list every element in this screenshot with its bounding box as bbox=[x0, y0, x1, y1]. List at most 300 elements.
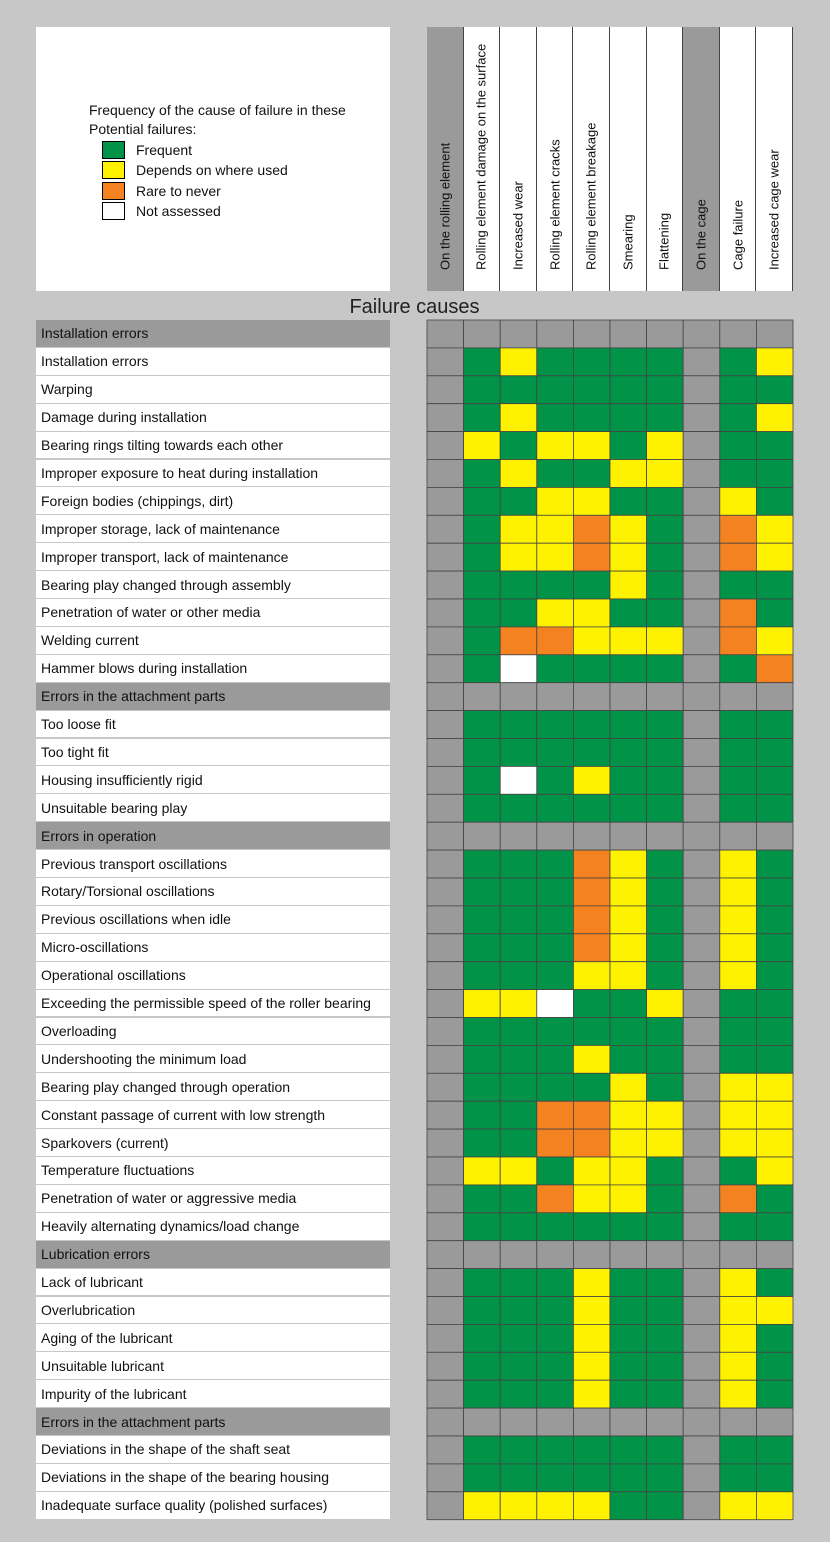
matrix-cell bbox=[720, 1436, 757, 1464]
matrix-cell bbox=[573, 766, 610, 794]
matrix-cell bbox=[756, 906, 793, 934]
matrix-cell bbox=[720, 376, 757, 404]
matrix-cell bbox=[464, 460, 501, 488]
matrix-cell bbox=[683, 404, 720, 432]
legend-label-depends: Depends on where used bbox=[136, 162, 288, 178]
matrix-cell bbox=[647, 1185, 684, 1213]
matrix-cell bbox=[427, 320, 464, 348]
matrix-cell bbox=[720, 683, 757, 711]
matrix-cell bbox=[500, 822, 537, 850]
matrix-cell bbox=[464, 655, 501, 683]
matrix-cell bbox=[537, 571, 574, 599]
matrix-cell bbox=[683, 1297, 720, 1325]
matrix-cell bbox=[427, 432, 464, 460]
matrix-cell bbox=[537, 683, 574, 711]
matrix-cell bbox=[647, 432, 684, 460]
matrix-cell bbox=[756, 711, 793, 739]
row-label: Heavily alternating dynamics/load change bbox=[36, 1213, 390, 1241]
matrix-cell bbox=[500, 1213, 537, 1241]
matrix-cell bbox=[573, 878, 610, 906]
matrix-cell bbox=[720, 432, 757, 460]
matrix-cell bbox=[427, 990, 464, 1018]
matrix-cell bbox=[683, 599, 720, 627]
matrix-cell bbox=[683, 1464, 720, 1492]
matrix-cell bbox=[500, 766, 537, 794]
column-header-label: Rolling element breakage bbox=[583, 122, 599, 270]
matrix-cell bbox=[464, 683, 501, 711]
matrix-cell bbox=[500, 432, 537, 460]
matrix-cell bbox=[537, 1352, 574, 1380]
matrix-cell bbox=[464, 1101, 501, 1129]
matrix-cell bbox=[683, 543, 720, 571]
matrix-cell bbox=[720, 1073, 757, 1101]
matrix-cell bbox=[427, 878, 464, 906]
category-row-label: Errors in the attachment parts bbox=[36, 683, 390, 711]
matrix-cell bbox=[647, 850, 684, 878]
matrix-cell bbox=[573, 1073, 610, 1101]
matrix-cell bbox=[683, 515, 720, 543]
matrix-cell bbox=[573, 487, 610, 515]
matrix-cell bbox=[573, 1464, 610, 1492]
matrix-cell bbox=[720, 906, 757, 934]
matrix-cell bbox=[573, 1324, 610, 1352]
matrix-cell bbox=[427, 1129, 464, 1157]
matrix-cell bbox=[427, 906, 464, 934]
matrix-cell bbox=[647, 599, 684, 627]
matrix-cell bbox=[756, 627, 793, 655]
matrix-cell bbox=[500, 962, 537, 990]
matrix-cell bbox=[756, 655, 793, 683]
matrix-cell bbox=[756, 1129, 793, 1157]
matrix-cell bbox=[464, 794, 501, 822]
matrix-cell bbox=[683, 1269, 720, 1297]
legend-title-line1: Frequency of the cause of failure in these bbox=[89, 102, 346, 118]
matrix-cell bbox=[683, 1408, 720, 1436]
matrix-cell bbox=[500, 990, 537, 1018]
matrix-cell bbox=[427, 1269, 464, 1297]
matrix-cell bbox=[683, 1492, 720, 1520]
matrix-cell bbox=[610, 376, 647, 404]
matrix-cell bbox=[427, 683, 464, 711]
matrix-cell bbox=[464, 990, 501, 1018]
matrix-cell bbox=[464, 1185, 501, 1213]
matrix-cell bbox=[756, 1492, 793, 1520]
matrix-cell bbox=[756, 1045, 793, 1073]
matrix-cell bbox=[537, 515, 574, 543]
matrix-cell bbox=[647, 543, 684, 571]
matrix-cell bbox=[573, 515, 610, 543]
matrix-cell bbox=[647, 766, 684, 794]
matrix-cell bbox=[537, 794, 574, 822]
matrix-cell bbox=[647, 571, 684, 599]
matrix-cell bbox=[573, 1018, 610, 1046]
matrix-cell bbox=[464, 906, 501, 934]
matrix-cell bbox=[464, 1464, 501, 1492]
matrix-cell bbox=[683, 1073, 720, 1101]
matrix-cell bbox=[427, 376, 464, 404]
matrix-cell bbox=[720, 460, 757, 488]
matrix-cell bbox=[720, 1157, 757, 1185]
matrix-cell bbox=[464, 822, 501, 850]
matrix-cell bbox=[683, 822, 720, 850]
matrix-cell bbox=[720, 1269, 757, 1297]
matrix-cell bbox=[464, 627, 501, 655]
matrix-cell bbox=[500, 376, 537, 404]
matrix-cell bbox=[573, 711, 610, 739]
matrix-cell bbox=[573, 543, 610, 571]
column-header-label: Increased cage wear bbox=[766, 149, 782, 270]
row-label: Sparkovers (current) bbox=[36, 1129, 390, 1157]
matrix-cell bbox=[720, 766, 757, 794]
matrix-cell bbox=[683, 432, 720, 460]
matrix-cell bbox=[683, 1324, 720, 1352]
legend-label-not-assessed: Not assessed bbox=[136, 203, 221, 219]
matrix-cell bbox=[610, 404, 647, 432]
matrix-cell bbox=[610, 878, 647, 906]
matrix-cell bbox=[720, 850, 757, 878]
matrix-cell bbox=[756, 1213, 793, 1241]
matrix-cell bbox=[427, 1185, 464, 1213]
section-title: Failure causes bbox=[349, 296, 480, 318]
matrix-cell bbox=[573, 739, 610, 767]
matrix-cell bbox=[427, 515, 464, 543]
matrix-cell bbox=[647, 1045, 684, 1073]
matrix-cell bbox=[756, 1073, 793, 1101]
matrix-cell bbox=[537, 990, 574, 1018]
matrix-cell bbox=[647, 822, 684, 850]
matrix-cell bbox=[610, 571, 647, 599]
matrix-cell bbox=[683, 683, 720, 711]
matrix-cell bbox=[537, 627, 574, 655]
matrix-cell bbox=[610, 1018, 647, 1046]
matrix-cell bbox=[427, 850, 464, 878]
category-row-label: Lubrication errors bbox=[36, 1241, 390, 1269]
matrix-cell bbox=[647, 1101, 684, 1129]
matrix-cell bbox=[610, 1464, 647, 1492]
matrix-cell bbox=[500, 320, 537, 348]
matrix-cell bbox=[500, 460, 537, 488]
matrix-cell bbox=[464, 404, 501, 432]
matrix-cell bbox=[500, 850, 537, 878]
row-label: Warping bbox=[36, 376, 390, 404]
matrix-cell bbox=[610, 766, 647, 794]
matrix-cell bbox=[427, 348, 464, 376]
row-label: Bearing play changed through assembly bbox=[36, 571, 390, 599]
legend-label-rare: Rare to never bbox=[136, 183, 221, 199]
matrix-cell bbox=[464, 850, 501, 878]
matrix-cell bbox=[647, 627, 684, 655]
matrix-cell bbox=[500, 683, 537, 711]
matrix-cell bbox=[464, 599, 501, 627]
matrix-cell bbox=[720, 739, 757, 767]
matrix-cell bbox=[500, 571, 537, 599]
matrix-cell bbox=[720, 348, 757, 376]
matrix-cell bbox=[756, 962, 793, 990]
matrix-cell bbox=[683, 655, 720, 683]
column-header-label: On the rolling element bbox=[437, 142, 453, 270]
matrix-cell bbox=[683, 878, 720, 906]
matrix-cell bbox=[464, 1324, 501, 1352]
matrix-cell bbox=[756, 1018, 793, 1046]
matrix-cell bbox=[720, 655, 757, 683]
row-label: Overloading bbox=[36, 1018, 390, 1046]
matrix-cell bbox=[683, 739, 720, 767]
matrix-cell bbox=[720, 962, 757, 990]
matrix-cell bbox=[427, 1297, 464, 1325]
matrix-cell bbox=[647, 1297, 684, 1325]
matrix-cell bbox=[537, 460, 574, 488]
matrix-cell bbox=[464, 1297, 501, 1325]
matrix-cell bbox=[720, 1185, 757, 1213]
row-label: Unsuitable bearing play bbox=[36, 794, 390, 822]
matrix-cell bbox=[427, 1213, 464, 1241]
matrix-cell bbox=[500, 1157, 537, 1185]
matrix-cell bbox=[720, 627, 757, 655]
matrix-cell bbox=[427, 487, 464, 515]
matrix-cell bbox=[647, 990, 684, 1018]
matrix-cell bbox=[756, 794, 793, 822]
matrix-cell bbox=[683, 1101, 720, 1129]
matrix-cell bbox=[500, 1352, 537, 1380]
matrix-cell bbox=[647, 962, 684, 990]
matrix-cell bbox=[683, 1213, 720, 1241]
matrix-cell bbox=[427, 1045, 464, 1073]
matrix-cell bbox=[756, 822, 793, 850]
matrix-cell bbox=[537, 1464, 574, 1492]
matrix-cell bbox=[500, 487, 537, 515]
matrix-cell bbox=[683, 766, 720, 794]
matrix-cell bbox=[756, 1324, 793, 1352]
matrix-cell bbox=[464, 432, 501, 460]
matrix-cell bbox=[610, 1129, 647, 1157]
matrix-cell bbox=[683, 1436, 720, 1464]
matrix-cell bbox=[683, 460, 720, 488]
matrix-cell bbox=[647, 1464, 684, 1492]
matrix-cell bbox=[756, 1297, 793, 1325]
matrix-cell bbox=[720, 878, 757, 906]
matrix-cell bbox=[500, 1324, 537, 1352]
matrix-cell bbox=[464, 1436, 501, 1464]
matrix-cell bbox=[756, 1352, 793, 1380]
matrix-cell bbox=[427, 794, 464, 822]
row-label: Inadequate surface quality (polished surfaces) bbox=[36, 1492, 390, 1520]
row-label: Bearing rings tilting towards each other bbox=[36, 432, 390, 460]
matrix-cell bbox=[537, 1492, 574, 1520]
matrix-cell bbox=[464, 878, 501, 906]
matrix-cell bbox=[500, 739, 537, 767]
row-label: Foreign bodies (chippings, dirt) bbox=[36, 487, 390, 515]
matrix-cell bbox=[427, 599, 464, 627]
matrix-cell bbox=[537, 1018, 574, 1046]
matrix-cell bbox=[500, 711, 537, 739]
matrix-cell bbox=[464, 348, 501, 376]
matrix-cell bbox=[647, 1241, 684, 1269]
matrix-cell bbox=[537, 1269, 574, 1297]
matrix-cell bbox=[647, 739, 684, 767]
matrix-cell bbox=[427, 962, 464, 990]
matrix-cell bbox=[427, 934, 464, 962]
matrix-cell bbox=[610, 1380, 647, 1408]
matrix-cell bbox=[573, 990, 610, 1018]
matrix-cell bbox=[720, 1352, 757, 1380]
matrix-cell bbox=[756, 460, 793, 488]
matrix-cell bbox=[537, 599, 574, 627]
matrix-cell bbox=[683, 906, 720, 934]
matrix-cell bbox=[720, 1213, 757, 1241]
matrix-cell bbox=[756, 739, 793, 767]
matrix-cell bbox=[683, 934, 720, 962]
matrix-cell bbox=[610, 543, 647, 571]
matrix-cell bbox=[427, 711, 464, 739]
matrix-cell bbox=[464, 320, 501, 348]
matrix-cell bbox=[720, 320, 757, 348]
matrix-cell bbox=[573, 1352, 610, 1380]
matrix-cell bbox=[647, 1073, 684, 1101]
matrix-cell bbox=[500, 1492, 537, 1520]
matrix-cell bbox=[720, 1408, 757, 1436]
row-label: Unsuitable lubricant bbox=[36, 1352, 390, 1380]
matrix-cell bbox=[610, 1213, 647, 1241]
row-label: Penetration of water or other media bbox=[36, 599, 390, 627]
matrix-cell bbox=[756, 1408, 793, 1436]
matrix-cell bbox=[573, 404, 610, 432]
matrix-cell bbox=[427, 404, 464, 432]
matrix-cell bbox=[683, 962, 720, 990]
matrix-cell bbox=[573, 934, 610, 962]
matrix-cell bbox=[756, 515, 793, 543]
row-label: Improper exposure to heat during installation bbox=[36, 460, 390, 488]
matrix-cell bbox=[573, 571, 610, 599]
row-label: Micro-oscillations bbox=[36, 934, 390, 962]
matrix-cell bbox=[573, 1045, 610, 1073]
matrix-cell bbox=[537, 655, 574, 683]
row-label: Impurity of the lubricant bbox=[36, 1380, 390, 1408]
matrix-cell bbox=[464, 1018, 501, 1046]
matrix-cell bbox=[537, 878, 574, 906]
matrix-cell bbox=[756, 571, 793, 599]
matrix-cell bbox=[720, 1018, 757, 1046]
matrix-cell bbox=[720, 1101, 757, 1129]
column-header-label: Increased wear bbox=[510, 181, 526, 270]
matrix-cell bbox=[500, 1045, 537, 1073]
matrix-cell bbox=[610, 348, 647, 376]
category-row-label: Installation errors bbox=[36, 320, 390, 348]
matrix-cell bbox=[610, 1185, 647, 1213]
matrix-cell bbox=[720, 487, 757, 515]
matrix-cell bbox=[537, 1436, 574, 1464]
column-header-label: On the cage bbox=[693, 199, 709, 270]
matrix-cell bbox=[500, 1241, 537, 1269]
matrix-cell bbox=[683, 571, 720, 599]
matrix-cell bbox=[464, 1157, 501, 1185]
matrix-cell bbox=[720, 571, 757, 599]
matrix-cell bbox=[427, 1073, 464, 1101]
matrix-cell bbox=[647, 1380, 684, 1408]
matrix-cell bbox=[537, 1213, 574, 1241]
matrix-cell bbox=[610, 1492, 647, 1520]
matrix-cell bbox=[756, 934, 793, 962]
matrix-cell bbox=[537, 1073, 574, 1101]
matrix-cell bbox=[610, 1073, 647, 1101]
matrix-cell bbox=[683, 1352, 720, 1380]
matrix-cell bbox=[647, 711, 684, 739]
matrix-cell bbox=[500, 1464, 537, 1492]
matrix-cell bbox=[610, 432, 647, 460]
row-label: Too tight fit bbox=[36, 739, 390, 767]
matrix-cell bbox=[464, 1045, 501, 1073]
matrix-cell bbox=[683, 1157, 720, 1185]
matrix-cell bbox=[464, 1241, 501, 1269]
matrix-cell bbox=[573, 683, 610, 711]
row-label: Improper storage, lack of maintenance bbox=[36, 515, 390, 543]
matrix-cell bbox=[756, 487, 793, 515]
matrix-cell bbox=[573, 1436, 610, 1464]
matrix-cell bbox=[537, 1241, 574, 1269]
matrix-cell bbox=[464, 934, 501, 962]
matrix-cell bbox=[427, 1241, 464, 1269]
matrix-cell bbox=[756, 1380, 793, 1408]
matrix-cell bbox=[573, 1213, 610, 1241]
matrix-cell bbox=[647, 878, 684, 906]
matrix-cell bbox=[573, 348, 610, 376]
matrix-cell bbox=[500, 906, 537, 934]
matrix-cell bbox=[573, 1408, 610, 1436]
matrix-cell bbox=[647, 1157, 684, 1185]
matrix-cell bbox=[647, 1269, 684, 1297]
matrix-cell bbox=[464, 1380, 501, 1408]
matrix-cell bbox=[647, 794, 684, 822]
matrix-cell bbox=[683, 1380, 720, 1408]
matrix-cell bbox=[573, 906, 610, 934]
matrix-cell bbox=[537, 822, 574, 850]
matrix-cell bbox=[537, 766, 574, 794]
row-label: Welding current bbox=[36, 627, 390, 655]
matrix-cell bbox=[647, 1324, 684, 1352]
matrix-cell bbox=[610, 1157, 647, 1185]
matrix-cell bbox=[573, 376, 610, 404]
matrix-cell bbox=[500, 1408, 537, 1436]
matrix-cell bbox=[756, 432, 793, 460]
matrix-cell bbox=[427, 543, 464, 571]
row-label: Constant passage of current with low strength bbox=[36, 1101, 390, 1129]
matrix-cell bbox=[500, 1129, 537, 1157]
matrix-cell bbox=[647, 1018, 684, 1046]
matrix-cell bbox=[500, 1185, 537, 1213]
matrix-cell bbox=[647, 487, 684, 515]
row-label: Previous oscillations when idle bbox=[36, 906, 390, 934]
matrix-cell bbox=[610, 1269, 647, 1297]
matrix-cell bbox=[464, 487, 501, 515]
matrix-cell bbox=[500, 878, 537, 906]
matrix-cell bbox=[464, 711, 501, 739]
matrix-cell bbox=[683, 1018, 720, 1046]
matrix-cell bbox=[427, 627, 464, 655]
matrix-cell bbox=[720, 543, 757, 571]
matrix-cell bbox=[720, 934, 757, 962]
matrix-cell bbox=[427, 1492, 464, 1520]
matrix-cell bbox=[683, 711, 720, 739]
matrix-cell bbox=[427, 571, 464, 599]
matrix-cell bbox=[573, 794, 610, 822]
matrix-cell bbox=[537, 376, 574, 404]
matrix-cell bbox=[683, 320, 720, 348]
matrix-cell bbox=[610, 711, 647, 739]
matrix-cell bbox=[610, 655, 647, 683]
matrix-cell bbox=[427, 1101, 464, 1129]
matrix-cell bbox=[537, 432, 574, 460]
matrix-cell bbox=[610, 906, 647, 934]
matrix-cell bbox=[500, 543, 537, 571]
